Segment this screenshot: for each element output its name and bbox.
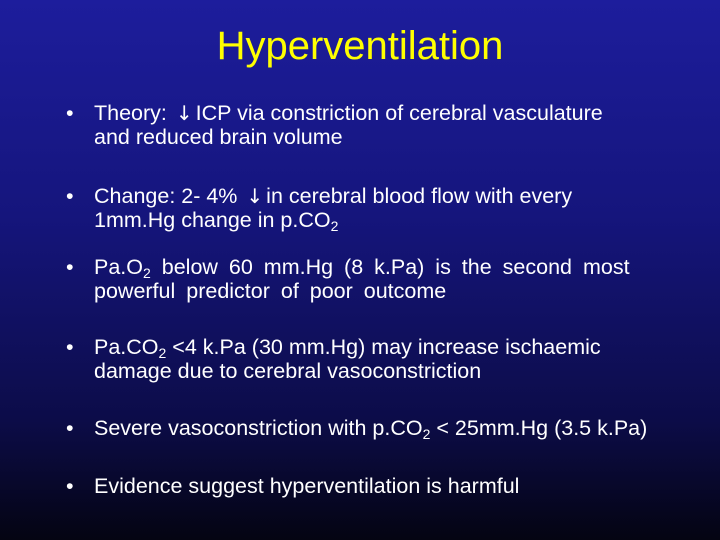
bullet-icon: •	[66, 184, 74, 208]
bullet-text	[94, 474, 704, 498]
bullet-line-1: < 25mm.Hg (3.5 k.Pa)	[430, 416, 648, 440]
subscript: 2	[158, 345, 167, 361]
bullet-line-1: in cerebral blood flow with every	[266, 184, 573, 208]
bullet-prefix: Theory:	[94, 101, 173, 125]
subscript: 2	[422, 426, 431, 442]
bullet-prefix: Change: 2- 4%	[94, 184, 244, 208]
bullet-prefix: Pa.O	[94, 255, 143, 279]
bullet-line-1: Evidence suggest hyperventilation is harmful	[94, 474, 520, 498]
bullet-line-2: damage due to cerebral vasoconstriction	[94, 359, 482, 383]
down-arrow-icon: ↓	[175, 101, 193, 125]
bullet-text	[94, 335, 704, 383]
subscript: 2	[330, 218, 339, 234]
bullet-line-1: ICP via constriction of cerebral vasculature	[195, 101, 603, 125]
slide-title: Hyperventilation	[216, 24, 504, 68]
bullet-icon: •	[66, 255, 74, 279]
bullet-line-2: and reduced brain volume	[94, 125, 343, 149]
bullet-icon: •	[66, 101, 74, 125]
bullet-icon: •	[66, 335, 74, 359]
bullet-text	[94, 184, 704, 232]
bullet-icon: •	[66, 416, 74, 440]
bullet-line-2: 1mm.Hg change in p.CO	[94, 208, 331, 232]
bullet-text	[94, 255, 704, 303]
bullet-line-2: powerful predictor of poor outcome	[94, 279, 447, 303]
bullet-prefix: Pa.CO	[94, 335, 159, 359]
bullet-line-1: below 60 mm.Hg (8 k.Pa) is the second most	[150, 255, 630, 279]
bullet-line-1: <4 k.Pa (30 mm.Hg) may increase ischaemic	[166, 335, 601, 359]
bullet-text	[94, 101, 704, 149]
bullet-prefix: Severe vasoconstriction with p.CO	[94, 416, 423, 440]
bullet-text	[94, 416, 704, 440]
down-arrow-icon: ↓	[246, 184, 264, 208]
bullet-icon: •	[66, 474, 74, 498]
subscript: 2	[143, 265, 151, 281]
